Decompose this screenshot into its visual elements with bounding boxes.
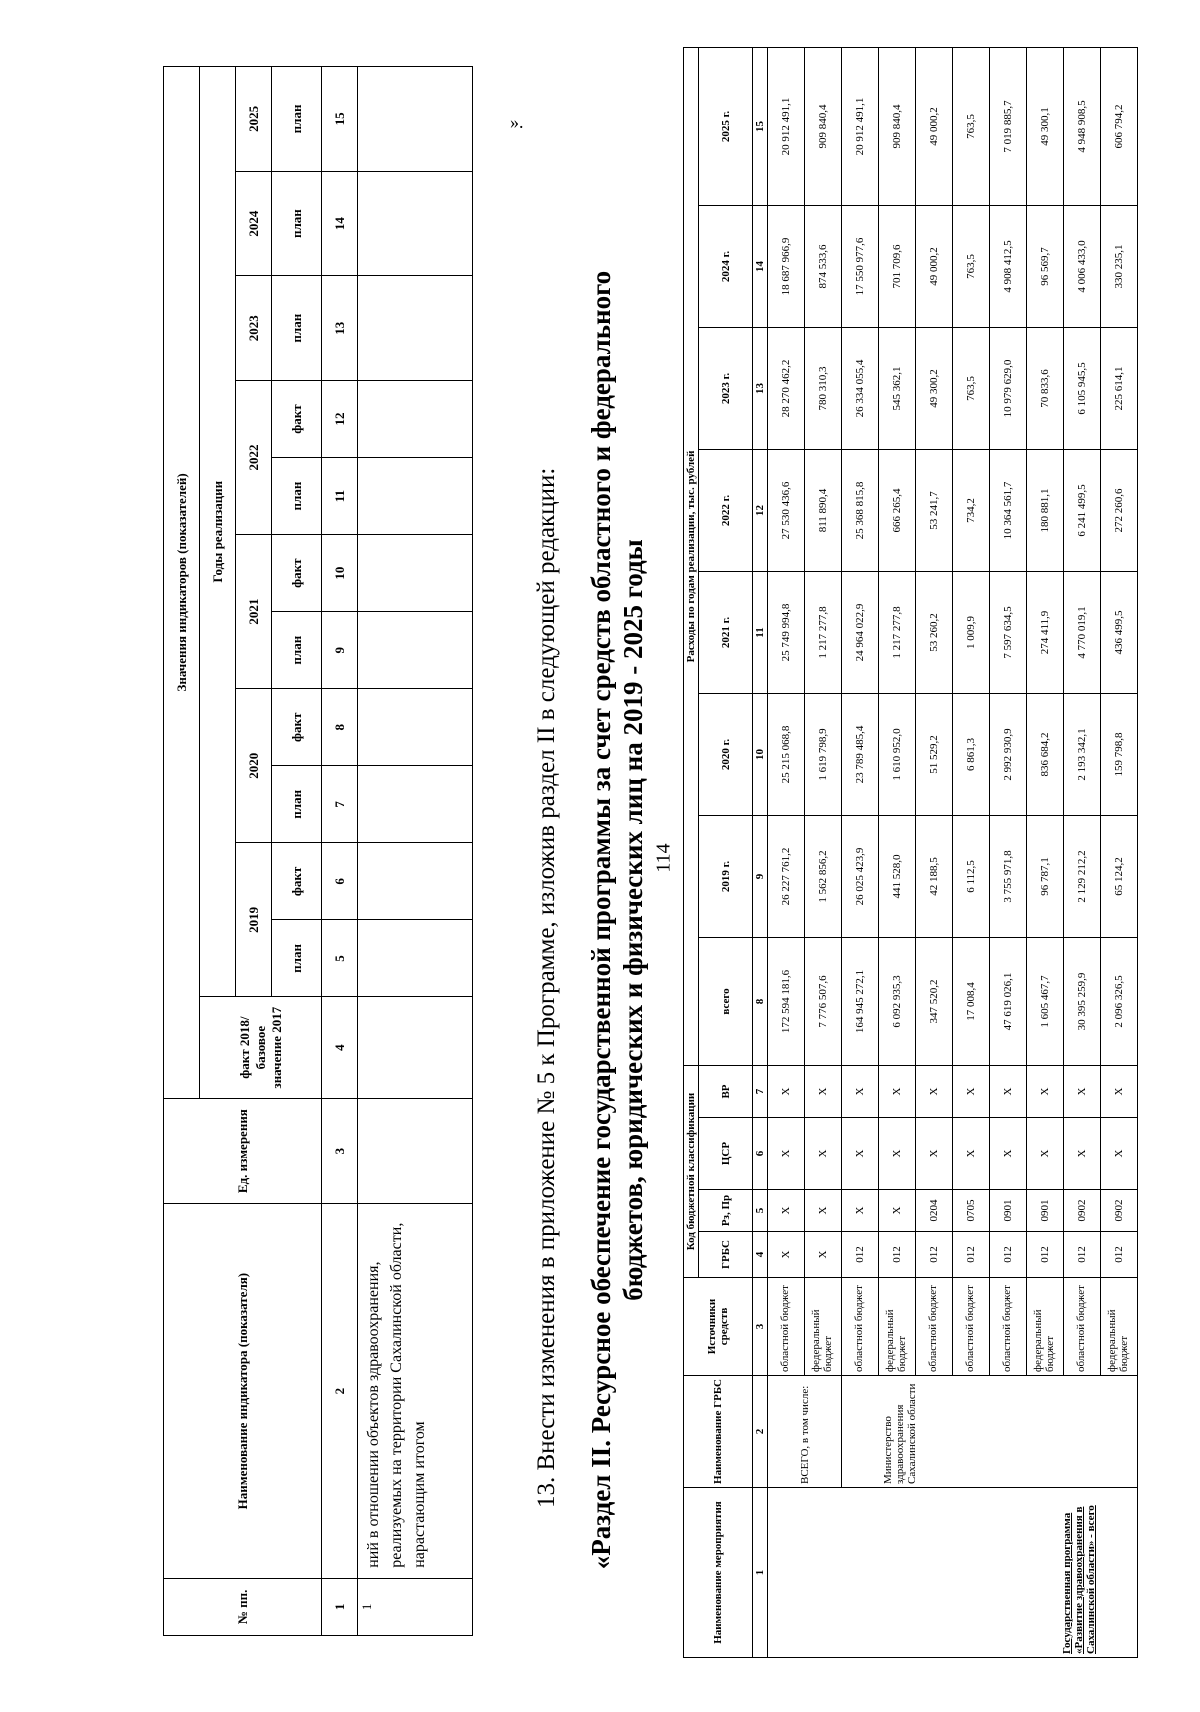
grbs-cell: 012 bbox=[879, 1232, 916, 1278]
year-value: 53 260,2 bbox=[916, 572, 953, 694]
col-number: 14 bbox=[753, 206, 768, 328]
col-csr: ЦСР bbox=[699, 1118, 753, 1190]
rzpr-cell: Х bbox=[842, 1190, 879, 1232]
col-year: 2023 г. bbox=[699, 328, 753, 450]
col-grbs: ГРБС bbox=[699, 1232, 753, 1278]
col-years-group: Расходы по годам реализации, тыс. рублей bbox=[684, 47, 699, 1065]
instruction-text: 13. Внести изменения в приложение № 5 к Программе, изложив раздел II в следующей редакции: bbox=[533, 467, 560, 1508]
fact-label: факт bbox=[272, 380, 322, 457]
col-number: 6 bbox=[753, 1118, 768, 1190]
indicator-name: ний в отношении объектов здравоохранения, реализуемых на территории Сахалинской области, нарастающим итогом bbox=[358, 1204, 473, 1578]
event-name: Государственная программа «Развитие здравоохранения в Сахалинской области» - всего bbox=[1061, 1505, 1097, 1654]
rzpr-cell: 0204 bbox=[916, 1190, 953, 1232]
year-value: 18 687 966,9 bbox=[768, 206, 805, 328]
source-cell: областной бюджет bbox=[1064, 1278, 1101, 1376]
grbs-cell: 012 bbox=[990, 1232, 1027, 1278]
total-value: 347 520,2 bbox=[916, 938, 953, 1066]
col-number: 9 bbox=[322, 612, 358, 689]
col-number: 2 bbox=[322, 1204, 358, 1578]
csr-cell: Х bbox=[842, 1118, 879, 1190]
year-value: 763,5 bbox=[953, 47, 990, 205]
total-value: 1 605 467,7 bbox=[1027, 938, 1064, 1066]
year-value: 1 217 277,8 bbox=[879, 572, 916, 694]
col-total: всего bbox=[699, 938, 753, 1066]
year-value: 25 368 815,8 bbox=[842, 450, 879, 572]
rzpr-cell: Х bbox=[768, 1190, 805, 1232]
year-value: 49 000,2 bbox=[916, 206, 953, 328]
section-title: «Раздел II. Ресурсное обеспечение государственной программы за счет средств областного и федерального бюджетов, юридических и физических лиц на 2019 - 2025 годы bbox=[586, 270, 649, 1570]
year-value: 909 840,4 bbox=[879, 47, 916, 205]
table-row bbox=[358, 67, 473, 1636]
source-cell: областной бюджет bbox=[916, 1278, 953, 1376]
year-2023: 2023 bbox=[236, 276, 272, 381]
total-value: 172 594 181,6 bbox=[768, 938, 805, 1066]
grbs-cell: 012 bbox=[916, 1232, 953, 1278]
year-value: 49 300,1 bbox=[1027, 47, 1064, 205]
total-value: 30 395 259,9 bbox=[1064, 938, 1101, 1066]
year-value: 4 948 908,5 bbox=[1064, 47, 1101, 205]
source-cell: федеральный бюджет bbox=[805, 1278, 842, 1376]
col-number: 4 bbox=[322, 997, 358, 1098]
year-value: 811 890,4 bbox=[805, 450, 842, 572]
year-value: 17 550 977,6 bbox=[842, 206, 879, 328]
col-event: Наименование мероприятия bbox=[684, 1488, 753, 1658]
col-num: № пп. bbox=[164, 1578, 322, 1635]
col-indicator-name: Наименование индикатора (показателя) bbox=[164, 1204, 322, 1578]
year-value: 20 912 491,1 bbox=[768, 47, 805, 205]
csr-cell: Х bbox=[768, 1118, 805, 1190]
col-number: 15 bbox=[753, 47, 768, 205]
year-value: 70 833,6 bbox=[1027, 328, 1064, 450]
col-year: 2025 г. bbox=[699, 47, 753, 205]
page-number: 114 bbox=[652, 843, 675, 873]
total-value: 164 945 272,1 bbox=[842, 938, 879, 1066]
col-year: 2024 г. bbox=[699, 206, 753, 328]
col-number: 7 bbox=[753, 1066, 768, 1118]
fact-label: факт bbox=[272, 535, 322, 612]
year-value: 28 270 462,2 bbox=[768, 328, 805, 450]
rzpr-cell: 0902 bbox=[1101, 1190, 1138, 1232]
rzpr-cell: 0901 bbox=[990, 1190, 1027, 1232]
year-value: 1 619 798,9 bbox=[805, 694, 842, 816]
col-year: 2020 г. bbox=[699, 694, 753, 816]
year-value: 20 912 491,1 bbox=[842, 47, 879, 205]
col-number: 13 bbox=[753, 328, 768, 450]
fact-label: факт bbox=[272, 689, 322, 766]
plan-label: план bbox=[272, 612, 322, 689]
year-value: 7 019 885,7 bbox=[990, 47, 1027, 205]
year-value: 2 992 930,9 bbox=[990, 694, 1027, 816]
total-value: 17 008,4 bbox=[953, 938, 990, 1066]
year-2024: 2024 bbox=[236, 171, 272, 276]
year-value: 1 009,9 bbox=[953, 572, 990, 694]
year-value: 24 964 022,9 bbox=[842, 572, 879, 694]
col-number: 12 bbox=[322, 380, 358, 457]
year-value: 4 770 019,1 bbox=[1064, 572, 1101, 694]
total-value: 2 096 326,5 bbox=[1101, 938, 1138, 1066]
source-cell: федеральный бюджет bbox=[1101, 1278, 1138, 1376]
year-value: 27 530 436,6 bbox=[768, 450, 805, 572]
col-code-group: Код бюджетной классификации bbox=[684, 1066, 699, 1278]
total-value: 6 092 935,3 bbox=[879, 938, 916, 1066]
vr-cell: Х bbox=[879, 1066, 916, 1118]
col-vr: ВР bbox=[699, 1066, 753, 1118]
col-number: 11 bbox=[753, 572, 768, 694]
vr-cell: Х bbox=[1101, 1066, 1138, 1118]
year-value: 606 794,2 bbox=[1101, 47, 1138, 205]
col-number: 14 bbox=[322, 171, 358, 276]
year-value: 2 129 212,2 bbox=[1064, 816, 1101, 938]
col-unit: Ед. измерения bbox=[164, 1098, 322, 1204]
year-value: 10 364 561,7 bbox=[990, 450, 1027, 572]
year-value: 49 300,2 bbox=[916, 328, 953, 450]
year-value: 3 755 971,8 bbox=[990, 816, 1027, 938]
col-number: 8 bbox=[322, 689, 358, 766]
year-value: 96 787,1 bbox=[1027, 816, 1064, 938]
csr-cell: Х bbox=[805, 1118, 842, 1190]
rzpr-cell: 0705 bbox=[953, 1190, 990, 1232]
vr-cell: Х bbox=[916, 1066, 953, 1118]
total-value: 47 619 026,1 bbox=[990, 938, 1027, 1066]
year-value: 701 709,6 bbox=[879, 206, 916, 328]
col-number: 7 bbox=[322, 766, 358, 843]
rzpr-cell: Х bbox=[879, 1190, 916, 1232]
year-value: 6 105 945,5 bbox=[1064, 328, 1101, 450]
csr-cell: Х bbox=[990, 1118, 1027, 1190]
grbs-cell: Х bbox=[805, 1232, 842, 1278]
source-cell: областной бюджет bbox=[768, 1278, 805, 1376]
indicators-table-container bbox=[163, 66, 473, 1636]
grbs-cell: 012 bbox=[953, 1232, 990, 1278]
plan-label: план bbox=[272, 67, 322, 172]
vr-cell: Х bbox=[953, 1066, 990, 1118]
indicators-table bbox=[163, 66, 473, 1636]
col-sources: Источники средств bbox=[684, 1278, 753, 1376]
year-value: 1 562 856,2 bbox=[805, 816, 842, 938]
year-value: 909 840,4 bbox=[805, 47, 842, 205]
col-year: 2019 г. bbox=[699, 816, 753, 938]
year-value: 763,5 bbox=[953, 206, 990, 328]
year-value: 25 215 068,8 bbox=[768, 694, 805, 816]
vr-cell: Х bbox=[768, 1066, 805, 1118]
row-num: 1 bbox=[358, 1578, 473, 1635]
year-value: 51 529,2 bbox=[916, 694, 953, 816]
year-value: 441 528,0 bbox=[879, 816, 916, 938]
rzpr-cell: Х bbox=[805, 1190, 842, 1232]
col-rzpr: Рз, Пр bbox=[699, 1190, 753, 1232]
year-value: 274 411,9 bbox=[1027, 572, 1064, 694]
vr-cell: Х bbox=[842, 1066, 879, 1118]
grbs-total: ВСЕГО, в том числе: bbox=[768, 1376, 842, 1488]
col-number: 1 bbox=[753, 1488, 768, 1658]
year-value: 272 260,6 bbox=[1101, 450, 1138, 572]
col-year: 2021 г. bbox=[699, 572, 753, 694]
year-value: 6 861,3 bbox=[953, 694, 990, 816]
source-cell: областной бюджет bbox=[990, 1278, 1027, 1376]
year-value: 10 979 629,0 bbox=[990, 328, 1027, 450]
fact-label: факт bbox=[272, 843, 322, 920]
csr-cell: Х bbox=[1101, 1118, 1138, 1190]
expenses-table bbox=[683, 47, 1138, 1658]
year-value: 436 499,5 bbox=[1101, 572, 1138, 694]
col-number: 9 bbox=[753, 816, 768, 938]
year-value: 4 908 412,5 bbox=[990, 206, 1027, 328]
vr-cell: Х bbox=[805, 1066, 842, 1118]
plan-label: план bbox=[272, 458, 322, 535]
year-value: 225 614,1 bbox=[1101, 328, 1138, 450]
vr-cell: Х bbox=[1064, 1066, 1101, 1118]
year-value: 874 533,6 bbox=[805, 206, 842, 328]
col-number: 5 bbox=[753, 1190, 768, 1232]
col-number: 2 bbox=[753, 1376, 768, 1488]
year-value: 26 227 761,2 bbox=[768, 816, 805, 938]
year-2021: 2021 bbox=[236, 535, 272, 689]
table-row bbox=[768, 47, 805, 1657]
plan-label: план bbox=[272, 276, 322, 381]
source-cell: федеральный бюджет bbox=[1027, 1278, 1064, 1376]
rzpr-cell: 0901 bbox=[1027, 1190, 1064, 1232]
csr-cell: Х bbox=[879, 1118, 916, 1190]
year-value: 1 610 952,0 bbox=[879, 694, 916, 816]
col-number: 5 bbox=[322, 920, 358, 997]
year-value: 49 000,2 bbox=[916, 47, 953, 205]
year-value: 6 112,5 bbox=[953, 816, 990, 938]
year-value: 42 188,5 bbox=[916, 816, 953, 938]
grbs-cell: 012 bbox=[1101, 1232, 1138, 1278]
col-number: 12 bbox=[753, 450, 768, 572]
year-value: 25 749 994,8 bbox=[768, 572, 805, 694]
grbs-cell: Х bbox=[768, 1232, 805, 1278]
year-value: 1 217 277,8 bbox=[805, 572, 842, 694]
source-cell: областной бюджет bbox=[953, 1278, 990, 1376]
year-value: 53 241,7 bbox=[916, 450, 953, 572]
col-number: 15 bbox=[322, 67, 358, 172]
csr-cell: Х bbox=[916, 1118, 953, 1190]
vr-cell: Х bbox=[1027, 1066, 1064, 1118]
csr-cell: Х bbox=[953, 1118, 990, 1190]
closing-quote: ». bbox=[510, 112, 524, 132]
year-value: 2 193 342,1 bbox=[1064, 694, 1101, 816]
year-2020: 2020 bbox=[236, 689, 272, 843]
year-value: 180 881,1 bbox=[1027, 450, 1064, 572]
col-grbs-name: Наименование ГРБС bbox=[684, 1376, 753, 1488]
grbs-ministry: Министерство здравоохранения Сахалинской области bbox=[842, 1376, 1138, 1488]
plan-label: план bbox=[272, 766, 322, 843]
year-value: 6 241 499,5 bbox=[1064, 450, 1101, 572]
year-value: 65 124,2 bbox=[1101, 816, 1138, 938]
source-cell: федеральный бюджет bbox=[879, 1278, 916, 1376]
col-number: 10 bbox=[322, 535, 358, 612]
col-number: 1 bbox=[322, 1578, 358, 1635]
col-number: 4 bbox=[753, 1232, 768, 1278]
rzpr-cell: 0902 bbox=[1064, 1190, 1101, 1232]
year-value: 26 334 055,4 bbox=[842, 328, 879, 450]
year-value: 23 789 485,4 bbox=[842, 694, 879, 816]
grbs-cell: 012 bbox=[842, 1232, 879, 1278]
total-value: 7 776 507,6 bbox=[805, 938, 842, 1066]
year-2025: 2025 bbox=[236, 67, 272, 172]
year-value: 734,2 bbox=[953, 450, 990, 572]
year-value: 159 798,8 bbox=[1101, 694, 1138, 816]
col-number: 8 bbox=[753, 938, 768, 1066]
col-number: 10 bbox=[753, 694, 768, 816]
year-value: 7 597 634,5 bbox=[990, 572, 1027, 694]
grbs-cell: 012 bbox=[1064, 1232, 1101, 1278]
year-value: 4 006 433,0 bbox=[1064, 206, 1101, 328]
col-years-group: Годы реализации bbox=[200, 67, 236, 997]
expenses-table-container bbox=[683, 48, 1138, 1658]
year-value: 96 569,7 bbox=[1027, 206, 1064, 328]
vr-cell: Х bbox=[990, 1066, 1027, 1118]
col-number: 6 bbox=[322, 843, 358, 920]
csr-cell: Х bbox=[1027, 1118, 1064, 1190]
table-row bbox=[842, 47, 879, 1657]
year-value: 26 025 423,9 bbox=[842, 816, 879, 938]
plan-label: план bbox=[272, 171, 322, 276]
year-value: 836 684,2 bbox=[1027, 694, 1064, 816]
col-values-group: Значения индикаторов (показателей) bbox=[164, 67, 200, 1099]
grbs-cell: 012 bbox=[1027, 1232, 1064, 1278]
source-cell: областной бюджет bbox=[842, 1278, 879, 1376]
csr-cell: Х bbox=[1064, 1118, 1101, 1190]
year-value: 545 362,1 bbox=[879, 328, 916, 450]
col-number: 11 bbox=[322, 458, 358, 535]
year-2022: 2022 bbox=[236, 380, 272, 534]
year-value: 763,5 bbox=[953, 328, 990, 450]
col-number: 3 bbox=[753, 1278, 768, 1376]
year-value: 780 310,3 bbox=[805, 328, 842, 450]
plan-label: план bbox=[272, 920, 322, 997]
year-value: 330 235,1 bbox=[1101, 206, 1138, 328]
year-value: 666 265,4 bbox=[879, 450, 916, 572]
col-number: 13 bbox=[322, 276, 358, 381]
col-number: 3 bbox=[322, 1098, 358, 1204]
col-fact-base: факт 2018/базовое значение 2017 bbox=[200, 997, 322, 1098]
year-2019: 2019 bbox=[236, 843, 272, 997]
col-year: 2022 г. bbox=[699, 450, 753, 572]
